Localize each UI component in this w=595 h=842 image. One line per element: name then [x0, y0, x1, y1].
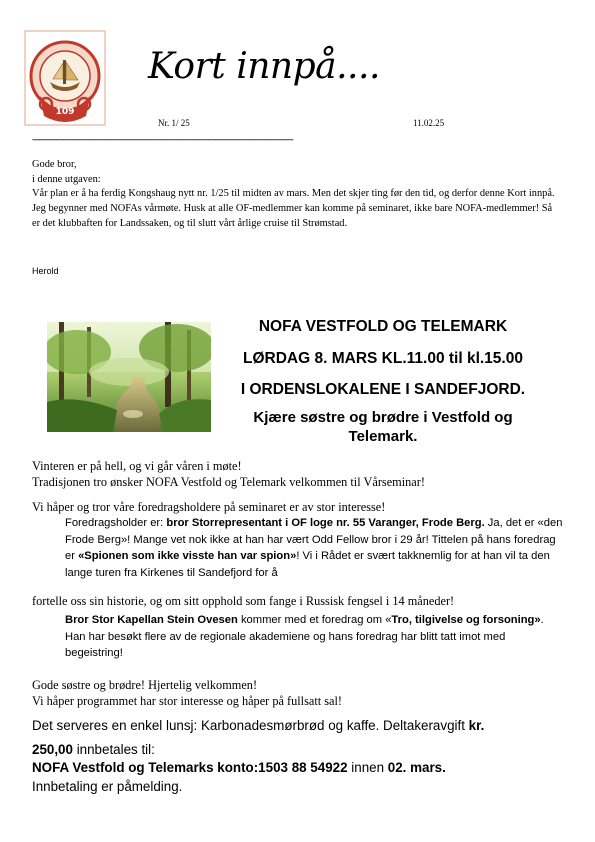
- issue-date: 11.02.25: [413, 118, 445, 128]
- deadline-date: 02. mars.: [387, 760, 446, 775]
- speaker-two-name: Bror Stor Kapellan Stein Ovesen: [65, 614, 238, 626]
- svg-text:109: 109: [55, 107, 75, 117]
- speaker-one-name: bror Storrepresentant i OF loge nr. 55 Varanger, Frode Berg.: [166, 517, 485, 529]
- intro-line: Gode bror,: [32, 159, 77, 170]
- lunch-line: [32, 716, 484, 736]
- paragraph-welcome: Gode søstre og brødre! Hjertelig velkommen!: [32, 678, 258, 692]
- intro-line: i denne utgaven:: [32, 173, 101, 185]
- speaker-two-title: Tro, tilgivelse og forsoning»: [391, 614, 541, 626]
- intro-section: [32, 158, 562, 232]
- forest-stream-photo: [47, 322, 211, 432]
- account-line: [32, 758, 446, 778]
- speaker-one-paragraph: [65, 515, 565, 582]
- account-text: innen: [347, 760, 388, 775]
- signature: Herold: [32, 266, 59, 276]
- fee-text: innbetales til:: [72, 742, 155, 757]
- speaker-one-text-end: ! Vi i Rådet er svært takknemlig for at han vil ta den lange turen fra Kirkenes til Sandefjord for å: [65, 550, 550, 580]
- paragraph-hope: Vi håper og tror våre foredragsholdere på seminaret er av stor interesse!: [32, 500, 386, 514]
- speaker-one-text: Ja, det er «den Frode Berg»! Mange vet nok ikke at han har vært Odd Fellow bror i 29 år! Tittelen på hans foredrag er: [65, 517, 563, 563]
- event-venue-heading: I ORDENSLOKALENE I SANDEFJORD.: [240, 381, 526, 398]
- speaker-two-paragraph: [65, 612, 565, 662]
- paragraph-spring: Vinteren er på hell, og vi går våren i møte!: [32, 459, 242, 473]
- paragraph-full-hall: Vi håper programmet har stor interesse og håper på fullsatt sal!: [32, 694, 342, 708]
- speaker-one-lead: Foredragsholder er:: [65, 517, 167, 529]
- event-greeting-heading: Kjære søstre og brødre i Vestfold og Telemark.: [253, 409, 513, 445]
- speaker-one-title: «Spionen som ikke visste han var spion»: [78, 550, 297, 563]
- payment-note: Innbetaling er påmelding.: [32, 779, 183, 794]
- fee-line: [32, 740, 155, 760]
- lunch-currency: kr.: [468, 718, 485, 733]
- intro-line: Jeg begynner med NOFAs vårmøte. Husk at alle OF-medlemmer kan komme på seminaret, ikke bare NOFA-medlemmer! Så er det klubbaften for Landssaken, og til slutt vårt årlige cruise til Strømstad.: [32, 203, 553, 229]
- banner-title: Kort innpå....: [148, 46, 380, 87]
- account-number: NOFA Vestfold og Telemarks konto:1503 88 54922: [32, 760, 348, 775]
- intro-line: Vår plan er å ha ferdig Kongshaug nytt nr. 1/25 til midten av mars. Men det skjer ting før den tid, og derfor denne Kort innpå.: [32, 188, 555, 200]
- lunch-text: Det serveres en enkel lunsj: Karbonadesmørbrød og kaffe. Deltakeravgift: [32, 718, 469, 733]
- speaker-two-text: kommer med et foredrag om «: [237, 614, 392, 626]
- fee-amount: 250,00: [32, 742, 73, 757]
- event-organizer-heading: NOFA VESTFOLD OG TELEMARK: [258, 318, 508, 335]
- issue-number: Nr. 1/ 25: [158, 118, 190, 128]
- paragraph-tradition: Tradisjonen tro ønsker NOFA Vestfold og Telemark velkommen til Vårseminar!: [32, 475, 425, 489]
- event-date-heading: LØRDAG 8. MARS KL.11.00 til kl.15.00: [243, 350, 523, 367]
- speaker-two-text-end: . Han har besøkt flere av de regionale akademiene og hans foredrag har blitt tatt imot med begeistring!: [65, 614, 544, 660]
- paragraph-story: fortelle oss sin historie, og om sitt opphold som fange i Russisk fengsel i 14 måneder!: [32, 594, 455, 608]
- lodge-logo: [24, 30, 106, 126]
- divider-line: -------------------------------------------------------------------------------------------------------------------------------------------------: [32, 134, 293, 144]
